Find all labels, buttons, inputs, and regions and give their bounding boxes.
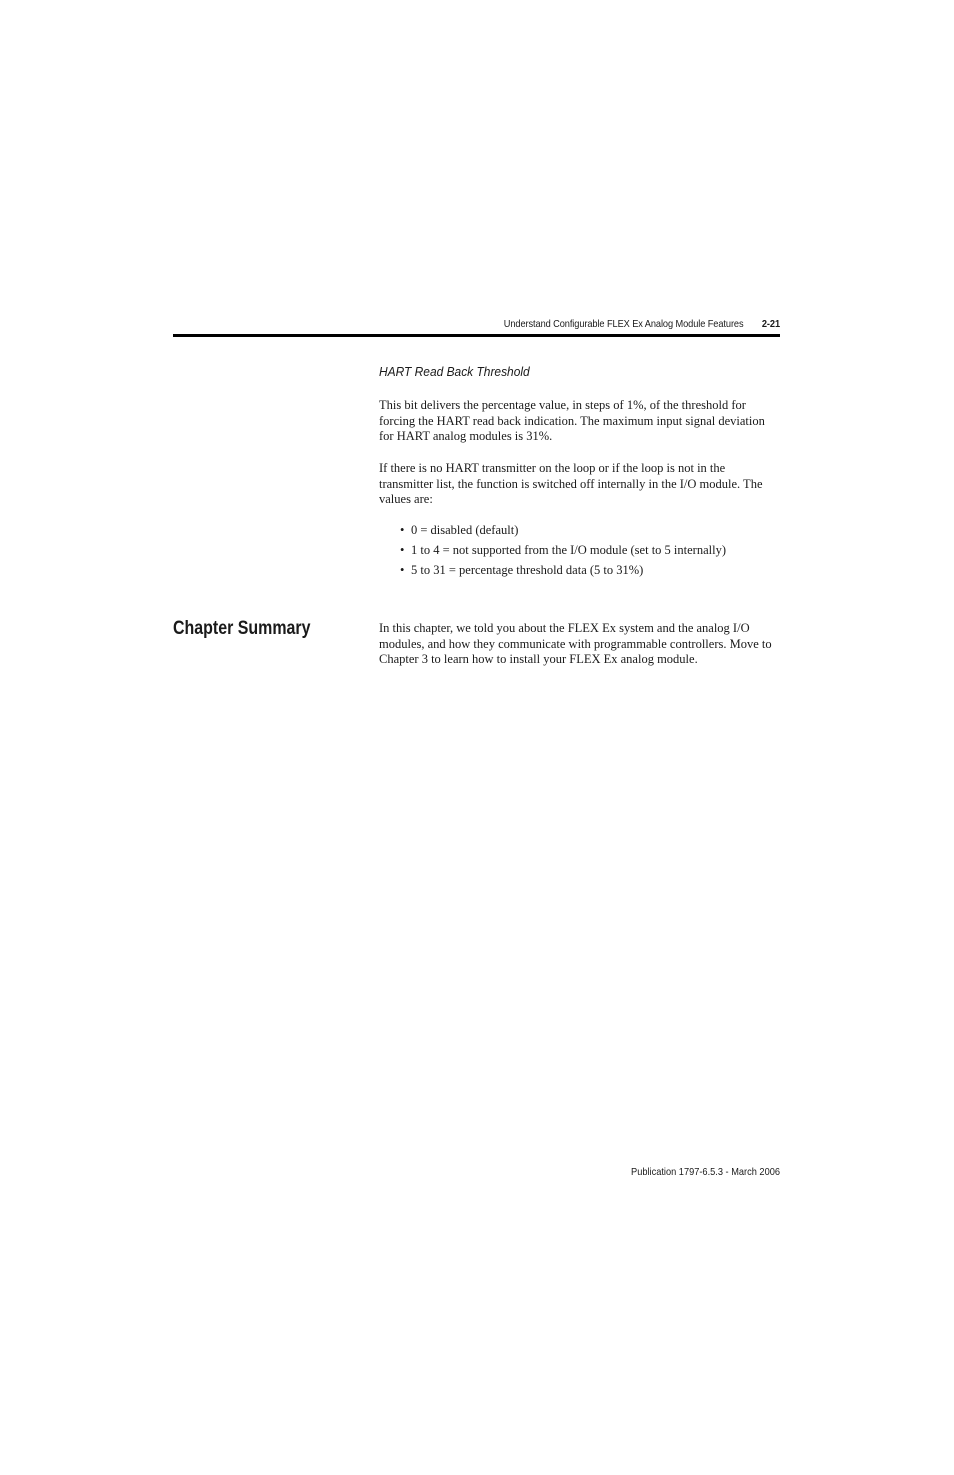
running-header <box>246 318 780 330</box>
bullet-icon: • <box>400 563 405 577</box>
bullet-icon: • <box>400 523 405 537</box>
section-title-chapter-summary: Chapter Summary <box>173 618 311 639</box>
paragraph-chapter-summary: In this chapter, we told you about the FLEX Ex system and the analog I/O modules, and how they communicate with programmable controllers. Move to Chapter 3 to learn how to install your FLEX Ex analog module. <box>379 621 772 667</box>
list-item: • 0 = disabled (default) <box>400 523 519 537</box>
running-header-title: Understand Configurable FLEX Ex Analog Module Features <box>503 318 744 330</box>
list-item: • 5 to 31 = percentage threshold data (5 to 31%) <box>400 563 644 577</box>
page-number: 2-21 <box>761 318 780 330</box>
bullet-icon: • <box>400 543 405 557</box>
subheading-hart-read-back-threshold: HART Read Back Threshold <box>379 364 530 379</box>
list-item: • 1 to 4 = not supported from the I/O module (set to 5 internally) <box>400 543 726 557</box>
header-rule <box>173 334 780 337</box>
paragraph-no-transmitter: If there is no HART transmitter on the loop or if the loop is not in the transmitter list, the function is switched off internally in the I/O module. The values are: <box>379 461 763 507</box>
values-list <box>400 522 726 582</box>
publication-footer: Publication 1797-6.5.3 - March 2006 <box>631 1166 780 1178</box>
paragraph-threshold-description: This bit delivers the percentage value, in steps of 1%, of the threshold for forcing the HART read back indication. The maximum input signal deviation for HART analog modules is 31%. <box>379 398 765 444</box>
